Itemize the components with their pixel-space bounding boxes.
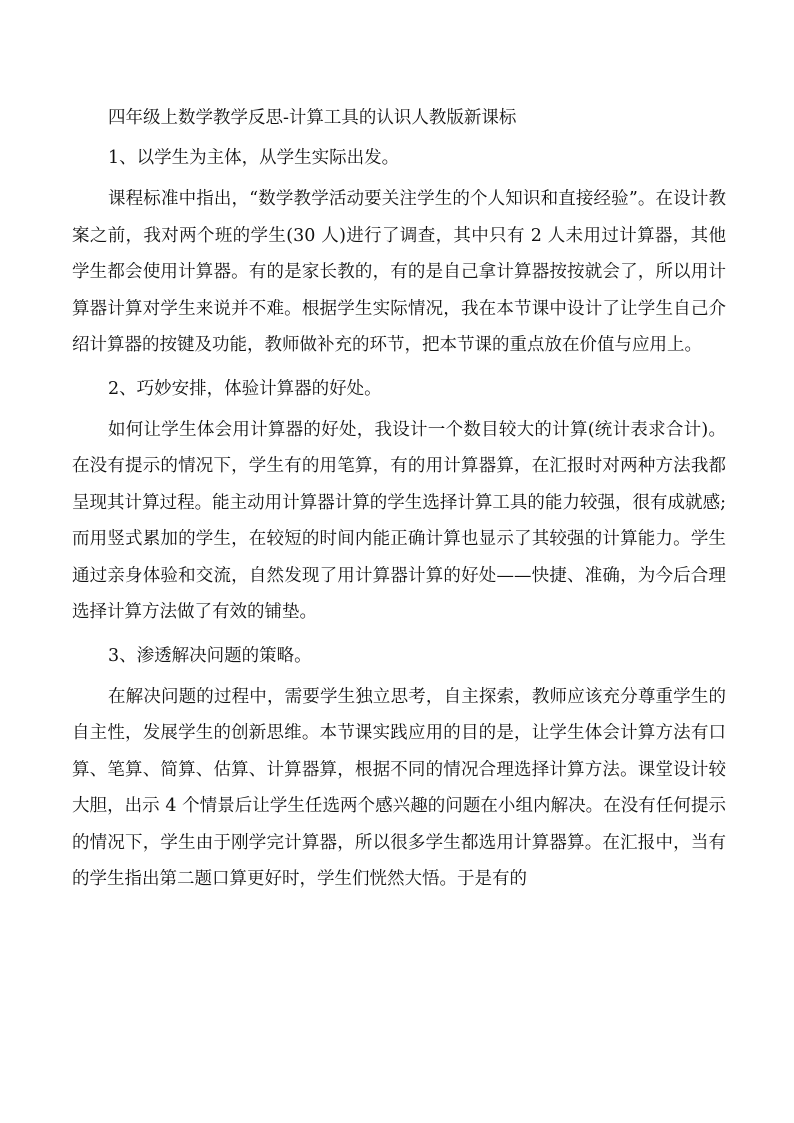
document-title: 四年级上数学教学反思-计算工具的认识人教版新课标 xyxy=(108,108,517,128)
section-1-heading: 1、以学生为主体，从学生实际出发。 xyxy=(108,148,400,168)
section-2-heading: 2、巧妙安排，体验计算器的好处。 xyxy=(108,378,382,399)
section-3-heading: 3、渗透解决问题的策略。 xyxy=(108,645,312,666)
document-body xyxy=(72,100,726,902)
section-1-paragraph: 课程标准中指出，“数学教学活动要关注学生的个人知识和直接经验”。在设计教案之前，我对两个班的学生(30 人)进行了调查，其中只有 2 人未用过计算器，其他学生都会使用计算器。有的是家长教的，有的是自己拿计算器按按就会了，所以用计算器计算对学生来说并不难。根据学生实际情况，我在本节课中设计了让学生自己介绍计算器的按键及功能，教师做补充的环节，把本节课的重点放在价值与应用上。 xyxy=(72,189,726,355)
section-3-paragraph: 在解决问题的过程中，需要学生独立思考，自主探索，教师应该充分尊重学生的自主性，发展学生的创新思维。本节课实践应用的目的是，让学生体会计算方法有口算、笔算、简算、估算、计算器算，根据不同的情况合理选择计算方法。课堂设计较大胆，出示 4 个情景后让学生任选两个感兴趣的问题在小组内解决。在没有任何提示的情况下，学生由于刚学完计算器，所以很多学生都选用计算器算。在汇报中，当有的学生指出第二题口算更好时，学生们恍然大悟。于是有的 xyxy=(72,686,726,889)
section-2-paragraph: 如何让学生体会用计算器的好处，我设计一个数目较大的计算(统计表求合计)。在没有提示的情况下，学生有的用笔算，有的用计算器算，在汇报时对两种方法我都呈现其计算过程。能主动用计算器计算的学生选择计算工具的能力较强，很有成就感;而用竖式累加的学生，在较短的时间内能正确计算也显示了其较强的计算能力。学生通过亲身体验和交流，自然发现了用计算器计算的好处——快捷、准确，为今后合理选择计算方法做了有效的铺垫。 xyxy=(72,419,726,622)
